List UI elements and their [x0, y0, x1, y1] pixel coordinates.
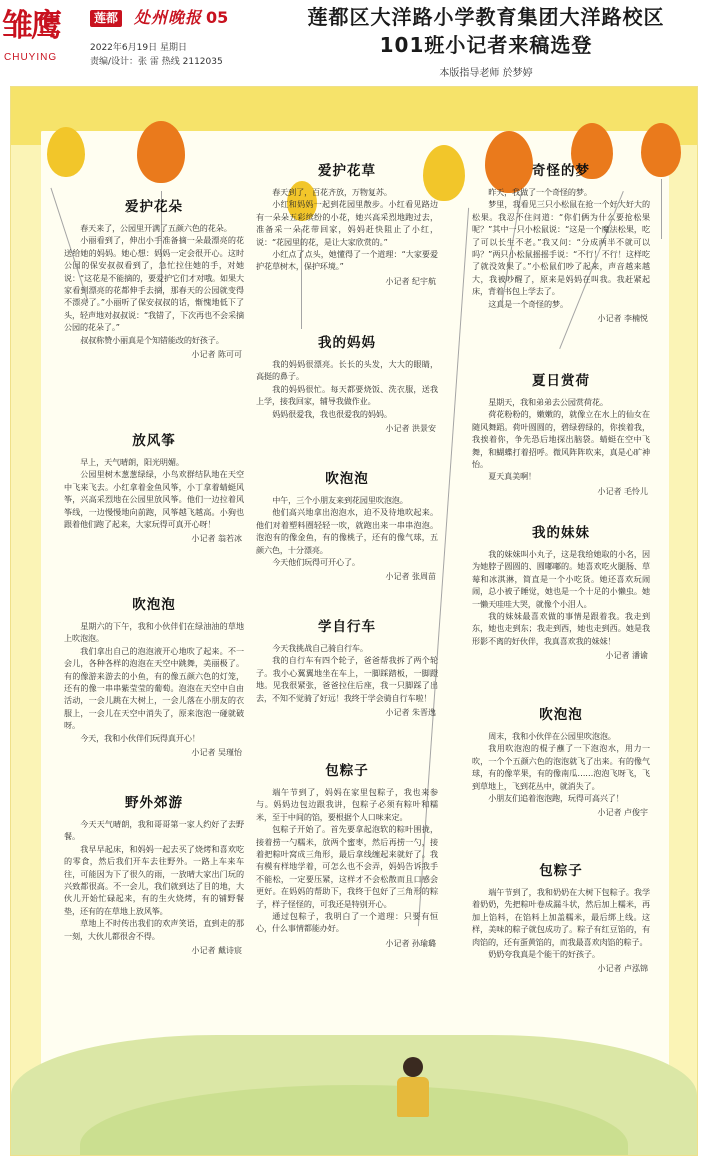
article-title: 夏日赏荷 — [532, 373, 590, 389]
article-blow-bubbles-3 — [472, 706, 650, 819]
article-paragraph: 昨天，我做了一个奇怪的梦。 — [488, 187, 592, 197]
article-title: 吹泡泡 — [539, 707, 583, 723]
article-paragraph: 我的妹妹最喜欢做的事情是跟着我。我走到东，她也走到东；我走到西，她也走到西。她是我形影不离的好伙伴，我真喜欢我的妹妹！ — [472, 611, 650, 646]
article-title: 野外郊游 — [125, 795, 183, 811]
article-title: 我的妹妹 — [532, 525, 590, 541]
article-paragraph: 小丽看到了，伸出小手准备摘一朵最漂亮的花送给她的妈妈。她心想：妈妈一定会很开心。这时公园的保安叔叔看到了，急忙拉住她的手，对她说：“这花是不能摘的，要爱护它们才对哦。如果大家看到漂亮的花都伸手去摘，那春天的公园就变得不漂亮了。”小丽听了保安叔叔的话，惭愧地低下了头，轻声地对叔叔说：“我错了，下次再也不会采摘公园的花朵了。” — [64, 235, 244, 333]
article-paragraph: 小红和妈妈一起到花园里散步。小红看见路边有一朵朵五彩缤纷的小花，她兴高采烈地跑过去，准备采一朵花带回家，妈妈赶快阻止了小红，说：“花园里的花，是让大家欣赏的。” — [256, 199, 438, 247]
article-byline: 小记者 张周苗 — [385, 572, 436, 582]
article-byline: 小记者 戴诗宸 — [191, 946, 242, 956]
article-my-sister — [472, 524, 650, 662]
article-title: 奇怪的梦 — [532, 163, 590, 179]
article-paragraph: 端午节到了，妈妈在家里包粽子，我也来参与。妈妈边包边跟我讲，包粽子必须有粽叶和糯米，至于中间的馅，要根据个人口味来定。 — [256, 787, 438, 822]
article-paragraph: 我们拿出自己的泡泡液开心地吹了起来。不一会儿，各种各样的泡泡在天空中跳舞，美丽极了。有的像游来游去的小鱼，有的像五颜六色的灯笼，还有的像一串串紫莹莹的葡萄。泡泡在天空中自由活动，一会儿跳在大树上，一会儿落在小朋友的衣服上，一会儿在天空中消失了，原来泡泡一碰就破呀。 — [64, 645, 244, 731]
article-byline: 小记者 孙瑜璐 — [385, 938, 436, 948]
child-figure-icon — [397, 1077, 429, 1117]
article-paragraph: 今天我挑战自己骑自行车。 — [272, 643, 368, 653]
article-byline: 小记者 吴瑾怡 — [191, 748, 242, 758]
child-head-icon — [403, 1057, 423, 1077]
article-paragraph: 我的妈妈很忙。每天都要烧饭、洗衣服，送我上学，接我回家，辅导我做作业。 — [256, 383, 438, 407]
section-tag: 莲都 — [90, 10, 122, 27]
article-paragraph: 小红点了点头，她懂得了一个道理：“大家要爱护花草树木，保护环境。” — [256, 249, 438, 272]
editor-credit: 责编/设计：张 雷 热线 2112035 — [90, 57, 223, 67]
article-paragraph: 早上，天气晴朗，阳光明媚。 — [80, 457, 184, 467]
article-paragraph: 梦里，我看见三只小松鼠在抢一个好大好大的松果。我忍不住问道：“你们俩为什么要抢松果呢？”其中一只小松鼠说：“这是一个魔法松果，吃了可以长生不老。”我又问：“分成两半不就可以吗？”两只小松鼠摇摇手说：“不行！不行！这样吃了就没效果了。”小松鼠们吵了起来，声音越来越大，我被吵醒了，原来是妈妈在叫我。我赶紧起床，背着书包上学去了。 — [472, 199, 650, 297]
article-byline: 小记者 陈可可 — [191, 350, 242, 360]
article-paragraph: 通过包粽子，我明白了一个道理：只要有恒心，什么事情都能办好。 — [256, 911, 438, 934]
article-strange-dream — [472, 162, 650, 325]
balloon-string — [661, 179, 662, 239]
article-paragraph: 荷花粉粉的，嫩嫩的，就像立在水上的仙女在随风舞蹈。荷叶圆圆的，碧绿碧绿的，你挨着我，我挨着你，争先恐后地探出脑袋。蜻蜓在空中飞舞，和蝴蝶打着招呼。微风阵阵吹来，真是心旷神怡。 — [472, 409, 650, 470]
article-byline: 小记者 洪景安 — [385, 424, 436, 434]
article-summer-lotus — [472, 372, 650, 498]
article-paragraph: 今天他们玩得可开心了。 — [272, 557, 360, 568]
page-headline-line2: 101班小记者来稿选登 — [379, 33, 593, 57]
article-byline: 小记者 毛怜儿 — [597, 486, 648, 496]
article-paragraph: 中午，三个小朋友来到花园里吹泡泡。 — [272, 495, 408, 505]
article-paragraph: 今天，我和小伙伴们玩得真开心！ — [80, 732, 200, 743]
brand-logo — [2, 6, 88, 72]
article-title: 爱护花草 — [318, 163, 376, 179]
article-blow-bubbles-2 — [256, 470, 438, 583]
issue-date: 2022年6月19日 星期日 — [90, 43, 187, 53]
article-title: 包粽子 — [325, 763, 369, 779]
article-byline: 小记者 潘谕 — [605, 651, 648, 661]
article-outing — [64, 794, 244, 957]
article-paragraph: 我的自行车有四个轮子，爸爸帮我拆了两个轮子。我小心翼翼地坐在车上，一脚踩踏板，一脚蹬地。见我很紧张，爸爸拉住后座，我一只脚踩了出去，不知不觉骑了好远！我终于学会骑自行车啦！ — [256, 655, 438, 703]
masthead — [0, 0, 708, 86]
article-my-mother — [256, 334, 438, 435]
advisor-credit: 本版指导老师 於梦婷 — [439, 68, 533, 79]
article-byline: 小记者 李楠悦 — [597, 314, 648, 324]
article-paragraph: 奶奶夸我真是个能干的好孩子。 — [488, 949, 600, 960]
article-paragraph: 小朋友们追着泡泡跑，玩得可高兴了！ — [488, 793, 624, 804]
article-paragraph: 他们高兴地拿出泡泡水，迫不及待地吹起来。他们对着塑料圈轻轻一吹，就跑出来一串串泡泡。泡泡有的像金鱼，有的像桃子，还有的像气球，五颜六色，十分漂亮。 — [256, 507, 438, 555]
article-blow-bubbles-1 — [64, 596, 244, 759]
page-number: 05 — [206, 8, 229, 27]
article-byline: 小记者 朱晋逸 — [385, 708, 436, 718]
paper-name: 处州晚报 — [134, 8, 203, 27]
article-learn-bike — [256, 618, 438, 719]
article-paragraph: 夏天真美啊！ — [488, 471, 537, 482]
article-paragraph: 我的妹妹叫小丸子，这是我给她取的小名，因为她脖子圆圆的、圆嘟嘟的。她喜欢吃火腿肠、草莓和冰淇淋，简直是一个小吃货。她还喜欢玩闹闹，总小被子睡觉，她也是一个十足的小懒虫。她一懒天哇哇大哭，就像个小泪人。 — [472, 549, 650, 609]
article-paragraph: 我的妈妈很漂亮。长长的头发，大大的眼睛，高挺的鼻子。 — [256, 359, 438, 382]
article-paragraph: 春天到了，百花齐放，万物复苏。 — [272, 187, 392, 197]
article-paragraph: 端午节到了，我和奶奶在大树下包粽子。我学着奶奶，先把粽叶卷成漏斗状，然后加上糯米，再加上馅料，在馅料上加盖糯米，最后绑上线。这样，美味的粽子就包成功了。粽子有红豆馅的，有肉馅的，还有蛋黄馅的，而我最喜欢肉馅的粽子。 — [472, 887, 650, 947]
article-title: 我的妈妈 — [318, 335, 376, 351]
brand-name: 雏鹰 — [2, 8, 60, 44]
article-title: 吹泡泡 — [325, 471, 369, 487]
article-zongzi-2 — [472, 862, 650, 975]
article-zongzi-1 — [256, 762, 438, 950]
article-title: 包粽子 — [539, 863, 583, 879]
article-title: 吹泡泡 — [132, 597, 176, 613]
article-paragraph: 周末，我和小伙伴在公园里吹泡泡。 — [488, 731, 616, 741]
article-byline: 小记者 卢俊宇 — [597, 808, 648, 818]
yellow-balloon-icon — [47, 127, 85, 177]
article-paragraph: 星期天，我和弟弟去公园赏荷花。 — [488, 397, 608, 407]
article-paragraph: 草地上不时传出我们的欢声笑语，直到走的那一刻，大伙儿都很舍不得。 — [64, 918, 244, 941]
article-title: 学自行车 — [318, 619, 376, 635]
article-paragraph: 今天天气晴朗，我和哥哥第一家人约好了去野餐。 — [64, 819, 244, 842]
page-headline-line1: 莲都区大洋路小学教育集团大洋路校区 — [307, 5, 665, 29]
article-paragraph: 春天来了，公园里开满了五颜六色的花朵。 — [80, 223, 232, 233]
article-paragraph: 包粽子开始了。首先要拿起泡软的粽叶围拢，接着捞一勺糯米，放两个蜜枣，然后再捞一勺，接着把粽叶窝成三角形，最后拿线缠起来就好了。我有模有样地学着，可怎么也不会弄，妈妈告诉我手不能松，一定要压紧，这样才不会松散而且口感会更好。在妈妈的帮助下，我终于包好了三角形的粽子，样子怪怪的，可我还是特别开心。 — [256, 824, 438, 909]
orange-balloon-icon — [137, 121, 185, 183]
article-byline: 小记者 纪宇航 — [385, 276, 436, 286]
article-fly-kite — [64, 432, 244, 545]
article-title: 爱护花朵 — [125, 199, 183, 215]
article-byline: 小记者 卢泓锦 — [597, 964, 648, 974]
article-title: 放风筝 — [132, 433, 176, 449]
article-paragraph: 我早早起床，和妈妈一起去买了烧烤和喜欢吃的零食，然后我们开车去往野外。一路上车来车往，可能因为下了很久的雨，一放晴大家出门玩的兴致都很高。不一会儿，我们就到达了目的地，大伙儿开始忙碌起来，有的生火烧烤，有的铺野餐垫，还有的在草地上放风筝。 — [64, 843, 244, 916]
article-protect-plants — [256, 162, 438, 288]
article-byline: 小记者 翁若冰 — [191, 534, 242, 544]
article-protect-flowers — [64, 198, 244, 361]
article-paragraph: 公园里树木葱葱绿绿，小鸟欢群结队地在天空中飞来飞去。小红拿着金鱼风筝，小丁拿着蜻蜓风筝，兴高采烈地在公园里放风筝。他们一边拉着风筝线，一边慢慢地向前跑，风筝越飞越高。小狗也跟着他们跑了起来，大家玩得可真开心呀！ — [64, 469, 244, 530]
brand-pinyin: CHUYING — [4, 52, 58, 63]
article-paragraph: 我用吹泡泡的棍子蘸了一下泡泡水，用力一吹，一个个五颜六色的泡泡就飞了出来。有的像气球，有的像苹果，有的像南瓜……泡泡飞呀飞，飞到草地上，飞到花丛中，就消失了。 — [472, 743, 650, 791]
article-paragraph: 妈妈很爱我，我也很爱我的妈妈。 — [272, 408, 392, 419]
article-paragraph: 叔叔称赞小丽真是个知错能改的好孩子。 — [80, 334, 224, 345]
article-paragraph: 这真是一个奇怪的梦。 — [488, 298, 568, 309]
article-paragraph: 星期六的下午，我和小伙伴们在绿油油的草地上吹泡泡。 — [64, 621, 244, 644]
